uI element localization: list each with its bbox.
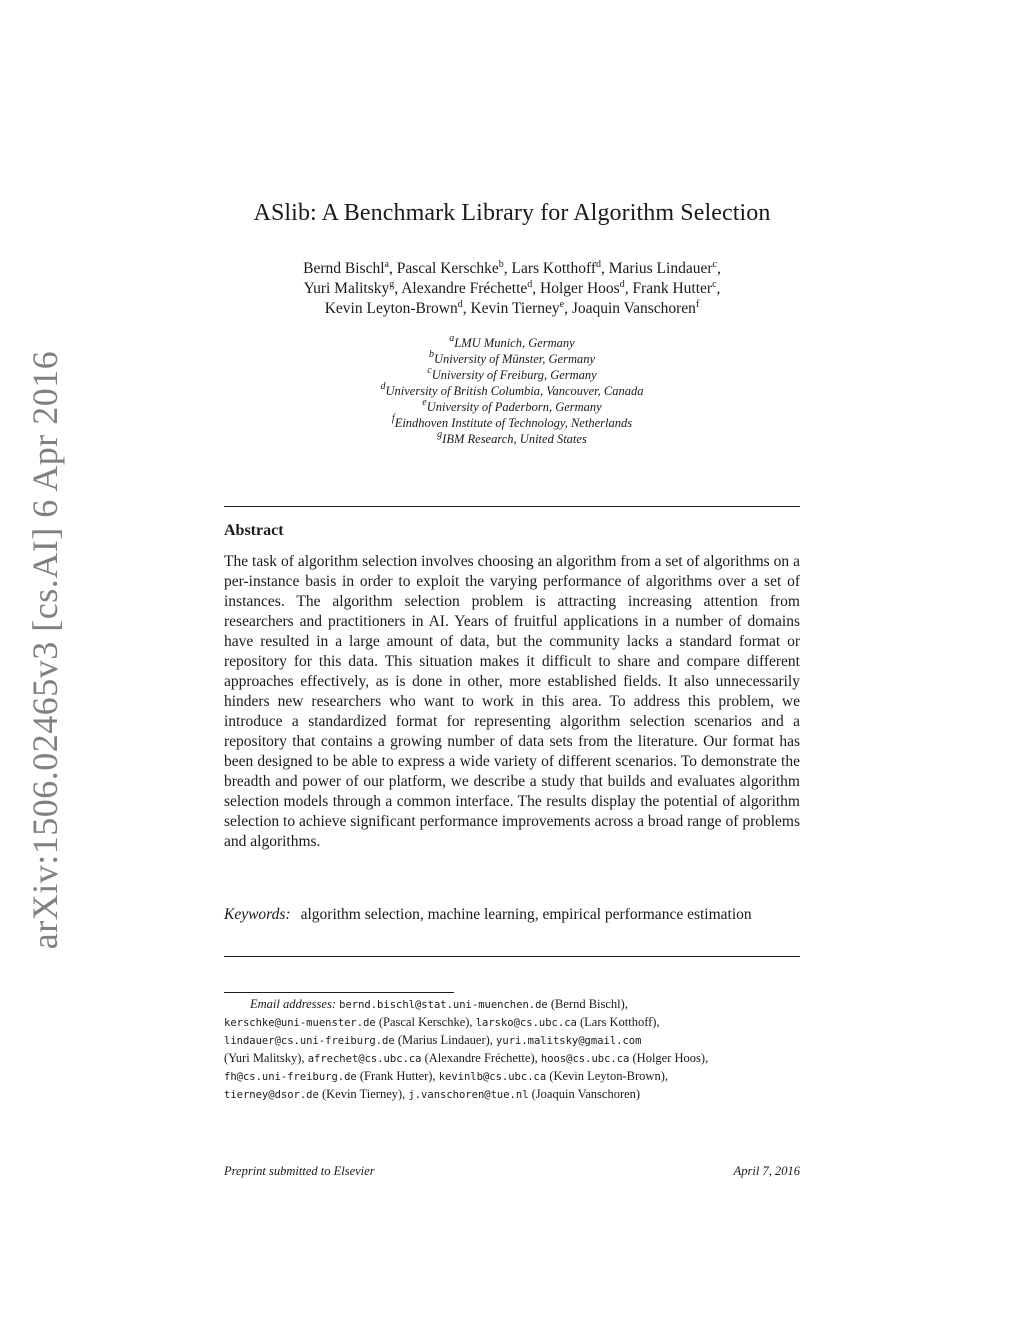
arxiv-stamp <box>20 350 70 950</box>
affiliation-mark: g <box>437 429 443 440</box>
author-name: Yuri Malitsky <box>303 280 390 297</box>
email-link[interactable]: larsko@cs.ubc.ca <box>475 1017 577 1029</box>
affiliation-mark: c <box>427 365 432 376</box>
preprint-note: Preprint submitted to Elsevier <box>224 1164 375 1178</box>
email-owner: (Alexandre Fréchette), <box>421 1051 541 1065</box>
abstract-body: The task of algorithm selection involves choosing an algorithm from a set of algorithms on a per-instance basis in order to exploit the varying performance of algorithms over a set of instances. The algorithm selection problem is attracting increasing attention from researchers and practitioners in AI. Years of fruitful applications in a number of domains have resulted in a large amount of data, but the community lacks a standard format or repository for this data. This situation makes it difficult to share and compare different approaches effectively, as is done in other, more established fields. It also unnecessarily hinders new researchers who want to work in this area. To address this problem, we introduce a standardized format for representing algorithm selection scenarios and a repository that contains a growing number of data sets from the literature. Our format has been designed to be able to express a wide variety of different scenarios. To demonstrate the breadth and power of our platform, we describe a study that builds and evaluates algorithm selection models through a common interface. The results display the potential of algorithm selection to achieve significant performance improvements across a broad range of problems and algorithms. <box>224 553 800 850</box>
abstract-heading: Abstract <box>224 522 284 539</box>
affiliation-text: University of British Columbia, Vancouver, Canada <box>385 384 644 398</box>
keywords-text: algorithm selection, machine learning, empirical performance estimation <box>300 906 752 923</box>
email-owner: (Frank Hutter), <box>356 1069 439 1083</box>
email-link[interactable]: afrechet@cs.ubc.ca <box>307 1053 422 1065</box>
author-name: Marius Lindauer <box>608 260 713 277</box>
email-link[interactable]: kevinlb@cs.ubc.ca <box>438 1071 547 1083</box>
paper-title: ASlib: A Benchmark Library for Algorithm Selection <box>253 200 771 226</box>
author-affil-mark: a <box>384 259 389 270</box>
author-line: Bernd Bischl$^a$, Pascal Kerschke$^b$, Lars Kotthoff$^d$, Marius Lindauer$^c$, <box>303 259 721 277</box>
email-link[interactable]: yuri.malitsky@gmail.com <box>496 1035 642 1047</box>
abstract-top-rule <box>224 506 800 507</box>
email-owner: (Pascal Kerschke), <box>375 1015 476 1029</box>
email-owner: (Marius Lindauer), <box>394 1033 497 1047</box>
author-affil-mark: d <box>527 279 533 290</box>
footnote-line <box>224 1086 804 1104</box>
author-name: Pascal Kerschke <box>396 260 499 277</box>
email-owner: (Kevin Leyton-Brown), <box>546 1069 669 1083</box>
email-owner: (Kevin Tierney), <box>318 1087 409 1101</box>
affiliation-mark: a <box>449 333 455 344</box>
affiliation-text: University of Münster, Germany <box>433 352 596 366</box>
affiliation-mark: d <box>380 381 386 392</box>
footnote-line <box>224 1050 804 1068</box>
affiliation-mark: e <box>422 397 427 408</box>
author-name: Kevin Leyton-Brown <box>324 300 458 317</box>
keywords <box>224 905 800 925</box>
email-owner: (Yuri Malitsky), <box>224 1051 308 1065</box>
email-footnote <box>224 996 804 1104</box>
footnote-rule <box>224 992 454 993</box>
author-name: Frank Hutter <box>632 280 713 297</box>
footnote-line <box>224 1032 804 1050</box>
arxiv-identifier: arXiv:1506.02465v3 [cs.AI] 6 Apr 2016 <box>25 350 66 950</box>
email-link[interactable]: kerschke@uni-muenster.de <box>224 1017 376 1029</box>
author-name: Kevin Tierney <box>470 300 560 317</box>
footnote-line <box>224 1068 804 1086</box>
affiliation-text: IBM Research, United States <box>442 432 587 446</box>
author-affil-mark: b <box>498 259 504 270</box>
affiliation <box>0 399 1024 415</box>
author-line: Yuri Malitsky$^g$, Alexandre Fréchette$^d$, Holger Hoos$^d$, Frank Hutter$^c$, <box>303 279 721 297</box>
affiliation <box>0 383 1024 399</box>
affiliation <box>0 367 1024 383</box>
author-affil-mark: g <box>389 279 395 290</box>
email-link[interactable]: fh@cs.uni-freiburg.de <box>224 1071 357 1083</box>
author-affil-mark: c <box>712 279 717 290</box>
author-affil-mark: d <box>619 279 625 290</box>
author-name: Alexandre Fréchette <box>401 280 528 297</box>
abstract-bottom-rule <box>224 956 800 957</box>
email-owner: (Lars Kotthoff), <box>576 1015 660 1029</box>
footnote-line <box>224 1014 804 1032</box>
email-link[interactable]: bernd.bischl@stat.uni-muenchen.de <box>339 999 548 1011</box>
author-name: Bernd Bischl <box>303 260 385 277</box>
affiliation-mark: b <box>428 349 434 360</box>
email-owner: (Bernd Bischl), <box>547 997 628 1011</box>
author-affil-mark: f <box>695 299 700 310</box>
keywords-label: Keywords: <box>224 906 291 923</box>
author-list <box>0 259 1024 319</box>
author-name: Holger Hoos <box>540 280 620 297</box>
affiliation <box>0 415 1024 431</box>
footnote-line <box>224 996 804 1014</box>
email-link[interactable]: tierney@dsor.de <box>224 1089 319 1101</box>
email-link[interactable]: j.vanschoren@tue.nl <box>408 1089 529 1101</box>
author-affil-mark: e <box>559 299 565 310</box>
affiliation-text: University of Paderborn, Germany <box>426 400 602 414</box>
author-name: Joaquin Vanschoren <box>571 300 696 317</box>
author-line: Kevin Leyton-Brown$^d$, Kevin Tierney$^e$, Joaquin Vanschoren$^f$ <box>324 299 700 317</box>
author-affil-mark: d <box>596 259 602 270</box>
affiliation-text: University of Freiburg, Germany <box>431 368 597 382</box>
email-label: Email addresses: <box>250 997 336 1011</box>
affiliation <box>0 335 1024 351</box>
preprint-date: April 7, 2016 <box>733 1164 800 1178</box>
email-link[interactable]: hoos@cs.ubc.ca <box>540 1053 630 1065</box>
affiliation <box>0 431 1024 447</box>
author-name: Lars Kotthoff <box>511 260 597 277</box>
affiliation-text: Eindhoven Institute of Technology, Netherlands <box>394 416 633 430</box>
affiliation-mark: f <box>391 413 395 424</box>
author-affil-mark: c <box>712 259 717 270</box>
email-owner: (Joaquin Vanschoren) <box>528 1087 641 1101</box>
affiliation-list <box>0 335 1024 447</box>
email-owner: (Holger Hoos), <box>629 1051 709 1065</box>
email-link[interactable]: lindauer@cs.uni-freiburg.de <box>224 1035 395 1047</box>
author-affil-mark: d <box>457 299 463 310</box>
affiliation-text: LMU Munich, Germany <box>454 336 575 350</box>
affiliation <box>0 351 1024 367</box>
